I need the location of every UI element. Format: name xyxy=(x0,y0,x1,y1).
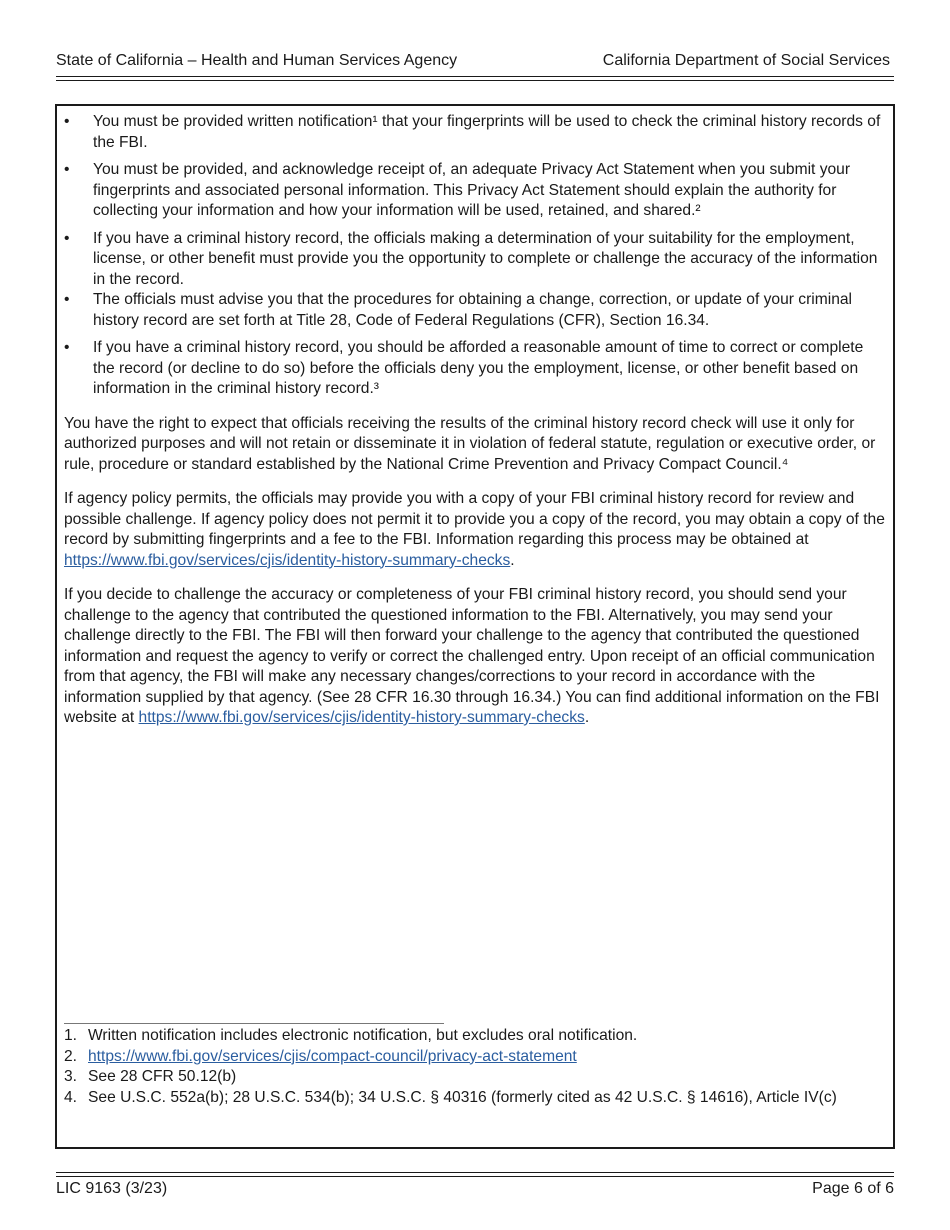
footnote-number: 2. xyxy=(64,1047,78,1065)
list-item-text: If you have a criminal history record, the officials making a determination of your suitability for the employment, license, or other benefit must provide you the opportunity to complete or challenge the accuracy of the information in the record. xyxy=(93,229,878,288)
footnote xyxy=(64,1067,888,1088)
list-item-text: You must be provided written notification xyxy=(93,113,373,130)
list-item-text: that your fingerprints will be used to check the criminal history records of the FBI. xyxy=(93,113,881,151)
privacy-act-statement-link[interactable]: https://www.fbi.gov/services/cjis/compact-council/privacy-act-statement xyxy=(88,1047,577,1065)
list-item xyxy=(64,160,888,222)
page-header xyxy=(56,52,894,74)
header-rule-top xyxy=(56,76,894,77)
list-item xyxy=(64,290,888,331)
page-footer xyxy=(56,1180,894,1202)
list-item-text: You must be provided, and acknowledge receipt of, an adequate Privacy Act Statement when you submit your fingerprints and associated personal information. This Privacy Act Statement should explain the authority for collecting your information and how your information will be used, retained, and shared.² xyxy=(93,161,851,219)
list-item xyxy=(64,229,888,291)
paragraph-text: . xyxy=(584,709,590,726)
footer-rule-bottom xyxy=(56,1176,894,1177)
footnote xyxy=(64,1088,888,1109)
bullet-icon: • xyxy=(64,339,70,356)
main-content xyxy=(64,112,888,729)
footnote-number: 4. xyxy=(64,1088,78,1106)
footnote-number: 3. xyxy=(64,1068,78,1085)
record-copy-paragraph xyxy=(64,489,888,571)
identity-history-link[interactable]: https://www.fbi.gov/services/cjis/identity-history-summary-checks xyxy=(64,551,511,569)
bullet-icon: • xyxy=(64,161,70,178)
list-item xyxy=(64,112,888,153)
footer-rule-top xyxy=(56,1172,894,1173)
footnote-number: 1. xyxy=(64,1027,78,1044)
footnote xyxy=(64,1047,888,1068)
identity-history-link[interactable]: https://www.fbi.gov/services/cjis/identity-history-summary-checks xyxy=(138,709,585,726)
bullet-icon: • xyxy=(64,291,70,308)
footnote-ref: ¹ xyxy=(372,113,378,130)
footnote-text: See U.S.C. 552a(b); 28 U.S.C. 534(b); 34 U.S.C. § 40316 (formerly cited as 42 U.S.C. § 14616), Article IV(c) xyxy=(88,1088,837,1106)
footnote-text: See 28 CFR 50.12(b) xyxy=(88,1068,237,1085)
footnote-divider xyxy=(64,1023,444,1024)
paragraph-text: If agency policy permits, the officials may provide you with a copy of your FBI criminal history record for review and possible challenge. If agency policy does not permit it to provide you a copy of the record, you may obtain a copy of the record by submitting fingerprints and a fee to the FBI. Information regarding this process may be obtained at xyxy=(64,490,885,548)
bullet-icon: • xyxy=(64,113,70,130)
footnote xyxy=(64,1026,888,1047)
agency-name: State of California – Health and Human Services Agency xyxy=(56,52,458,69)
content-frame xyxy=(55,104,895,1149)
bullet-icon: • xyxy=(64,229,70,247)
rights-list xyxy=(64,112,888,400)
list-item xyxy=(64,338,888,400)
footnote-text: Written notification includes electronic notification, but excludes oral notification. xyxy=(88,1027,638,1044)
paragraph-text: If you decide to challenge the accuracy or completeness of your FBI criminal history record, you should send your challenge to the agency that contributed the questioned information to the FBI. Alternatively, you may send your challenge directly to the FBI. The FBI will then forward your challenge to the agency that contributed the questioned information and request the agency to verify or correct the challenged entry. Upon receipt of an official communication from that agency, the FBI will make any necessary changes/corrections to your record in accordance with the information supplied by that agency. (See 28 CFR 16.30 through 16.34.) You can find additional information on the FBI website at xyxy=(64,586,880,726)
footnotes xyxy=(64,1026,888,1108)
page-number: Page 6 of 6 xyxy=(812,1180,894,1197)
form-number: LIC 9163 (3/23) xyxy=(56,1180,168,1197)
paragraph-text: . xyxy=(510,551,515,569)
list-item-text: If you have a criminal history record, you should be afforded a reasonable amount of time to correct or complete the record (or decline to do so) before the officials deny you the employment, license, or other benefit based on information in the criminal history record.³ xyxy=(93,339,864,397)
authorized-use-paragraph: You have the right to expect that officials receiving the results of the criminal history record check will use it only for authorized purposes and will not retain or disseminate it in violation of federal statute, regulation or executive order, or rule, procedure or standard established by the National Crime Prevention and Privacy Compact Council.⁴ xyxy=(64,414,876,473)
challenge-paragraph xyxy=(64,585,888,729)
list-item-text: The officials must advise you that the procedures for obtaining a change, correction, or update of your criminal history record are set forth at Title 28, Code of Federal Regulations (CFR), Section 16.34. xyxy=(93,291,853,329)
header-rule-bottom xyxy=(56,80,894,81)
department-name: California Department of Social Services xyxy=(602,52,890,69)
